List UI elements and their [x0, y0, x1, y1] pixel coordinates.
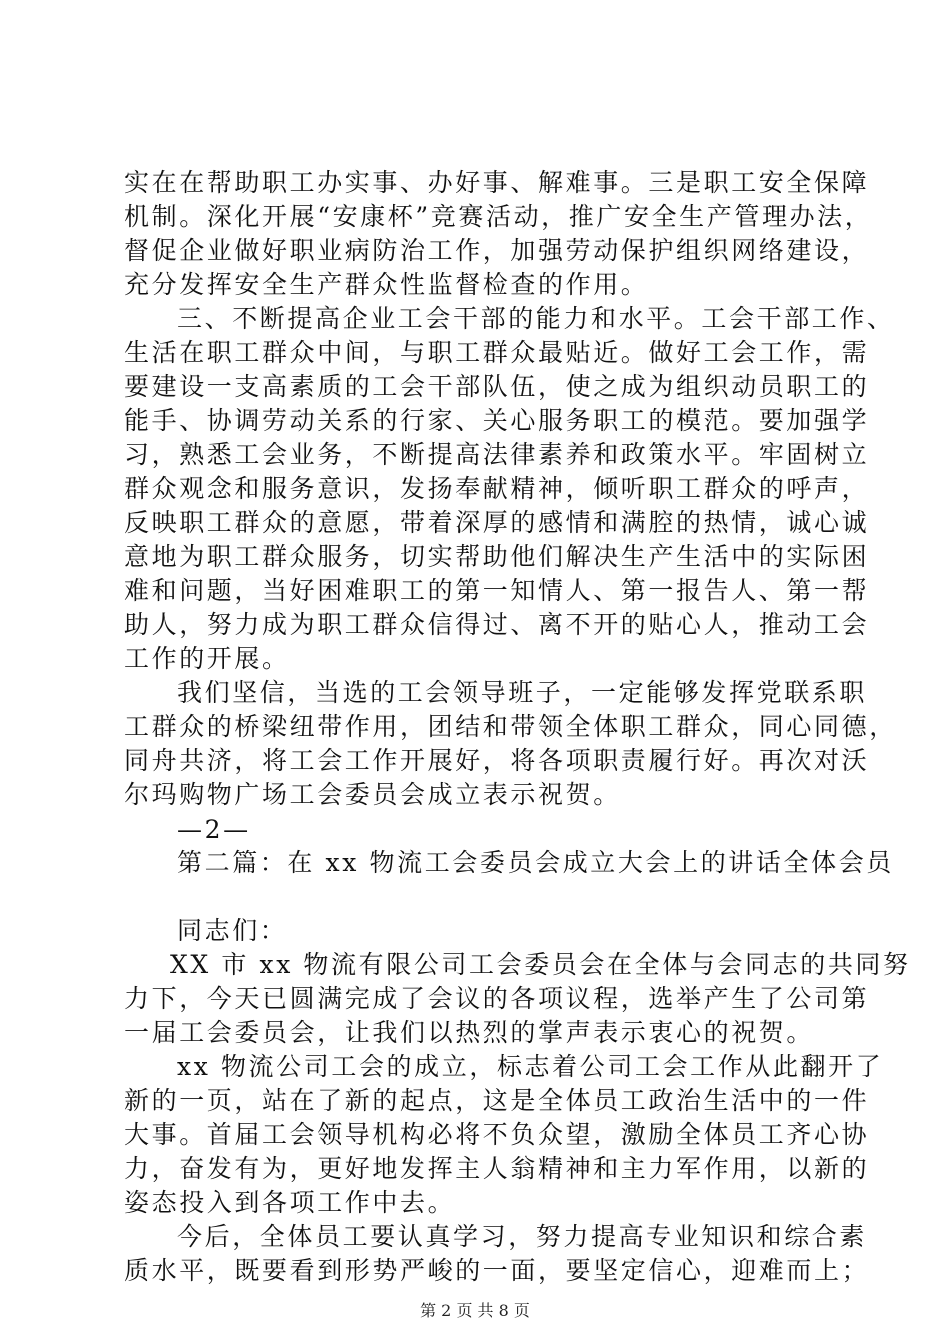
page-footer: 第 2 页 共 8 页: [420, 1301, 530, 1320]
text-line: 新的一页，站在了新的起点，这是全体员工政治生活中的一件: [124, 1086, 870, 1115]
text-line: 意地为职工群众服务，切实帮助他们解决生产生活中的实际困: [124, 542, 870, 571]
text-line: 反映职工群众的意愿，带着深厚的感情和满腔的热情，诚心诚: [124, 508, 870, 537]
text-line: xx 物流公司工会的成立，标志着公司工会工作从此翻开了: [177, 1052, 884, 1081]
text-line: 工群众的桥梁纽带作用，团结和带领全体职工群众，同心同德，: [124, 712, 897, 741]
text-line: XX 市 xx 物流有限公司工会委员会在全体与会同志的共同努: [170, 950, 911, 979]
text-line: 要建设一支高素质的工会干部队伍，使之成为组织动员职工的: [124, 372, 870, 401]
text-line: 大事。首届工会领导机构必将不负众望，激励全体员工齐心协: [124, 1120, 870, 1149]
text-line: 机制。深化开展“安康杯”竞赛活动，推广安全生产管理办法，: [124, 202, 873, 231]
text-line: 力下，今天已圆满完成了会议的各项议程，选举产生了公司第: [124, 984, 870, 1013]
text-line: 尔玛购物广场工会委员会成立表示祝贺。: [124, 780, 621, 809]
text-line: 工作的开展。: [124, 644, 290, 673]
text-line: 助人，努力成为职工群众信得过、离不开的贴心人，推动工会: [124, 610, 870, 639]
text-line: 难和问题，当好困难职工的第一知情人、第一报告人、第一帮: [124, 576, 870, 605]
salutation: 同志们：: [177, 916, 288, 945]
text-line: 我们坚信，当选的工会领导班子，一定能够发挥党联系职: [177, 678, 868, 707]
section-heading: 第二篇：在 xx 物流工会委员会成立大会上的讲话全体会员: [177, 848, 894, 877]
text-line: 生活在职工群众中间，与职工群众最贴近。做好工会工作，需: [124, 338, 870, 367]
text-line: 力，奋发有为，更好地发挥主人翁精神和主力军作用，以新的: [124, 1154, 870, 1183]
text-line: 姿态投入到各项工作中去。: [124, 1188, 456, 1217]
page-number-marker: —2—: [177, 815, 251, 844]
text-line: 督促企业做好职业病防治工作，加强劳动保护组织网络建设，: [124, 236, 870, 265]
text-line: 一届工会委员会，让我们以热烈的掌声表示衷心的祝贺。: [124, 1018, 815, 1047]
text-line: 同舟共济，将工会工作开展好，将各项职责履行好。再次对沃: [124, 746, 870, 775]
text-line: 能手、协调劳动关系的行家、关心服务职工的模范。要加强学: [124, 406, 870, 435]
text-line: 三、不断提高企业工会干部的能力和水平。工会干部工作、: [177, 304, 895, 333]
text-line: 群众观念和服务意识，发扬奉献精神，倾听职工群众的呼声，: [124, 474, 870, 503]
text-line: 习，熟悉工会业务，不断提高法律素养和政策水平。牢固树立: [124, 440, 870, 469]
text-line: 实在在帮助职工办实事、办好事、解难事。三是职工安全保障: [124, 168, 870, 197]
text-line: 今后，全体员工要认真学习，努力提高专业知识和综合素: [177, 1222, 868, 1251]
text-line: 质水平，既要看到形势严峻的一面，要坚定信心，迎难而上；: [124, 1256, 870, 1285]
text-line: 充分发挥安全生产群众性监督检查的作用。: [124, 270, 649, 299]
